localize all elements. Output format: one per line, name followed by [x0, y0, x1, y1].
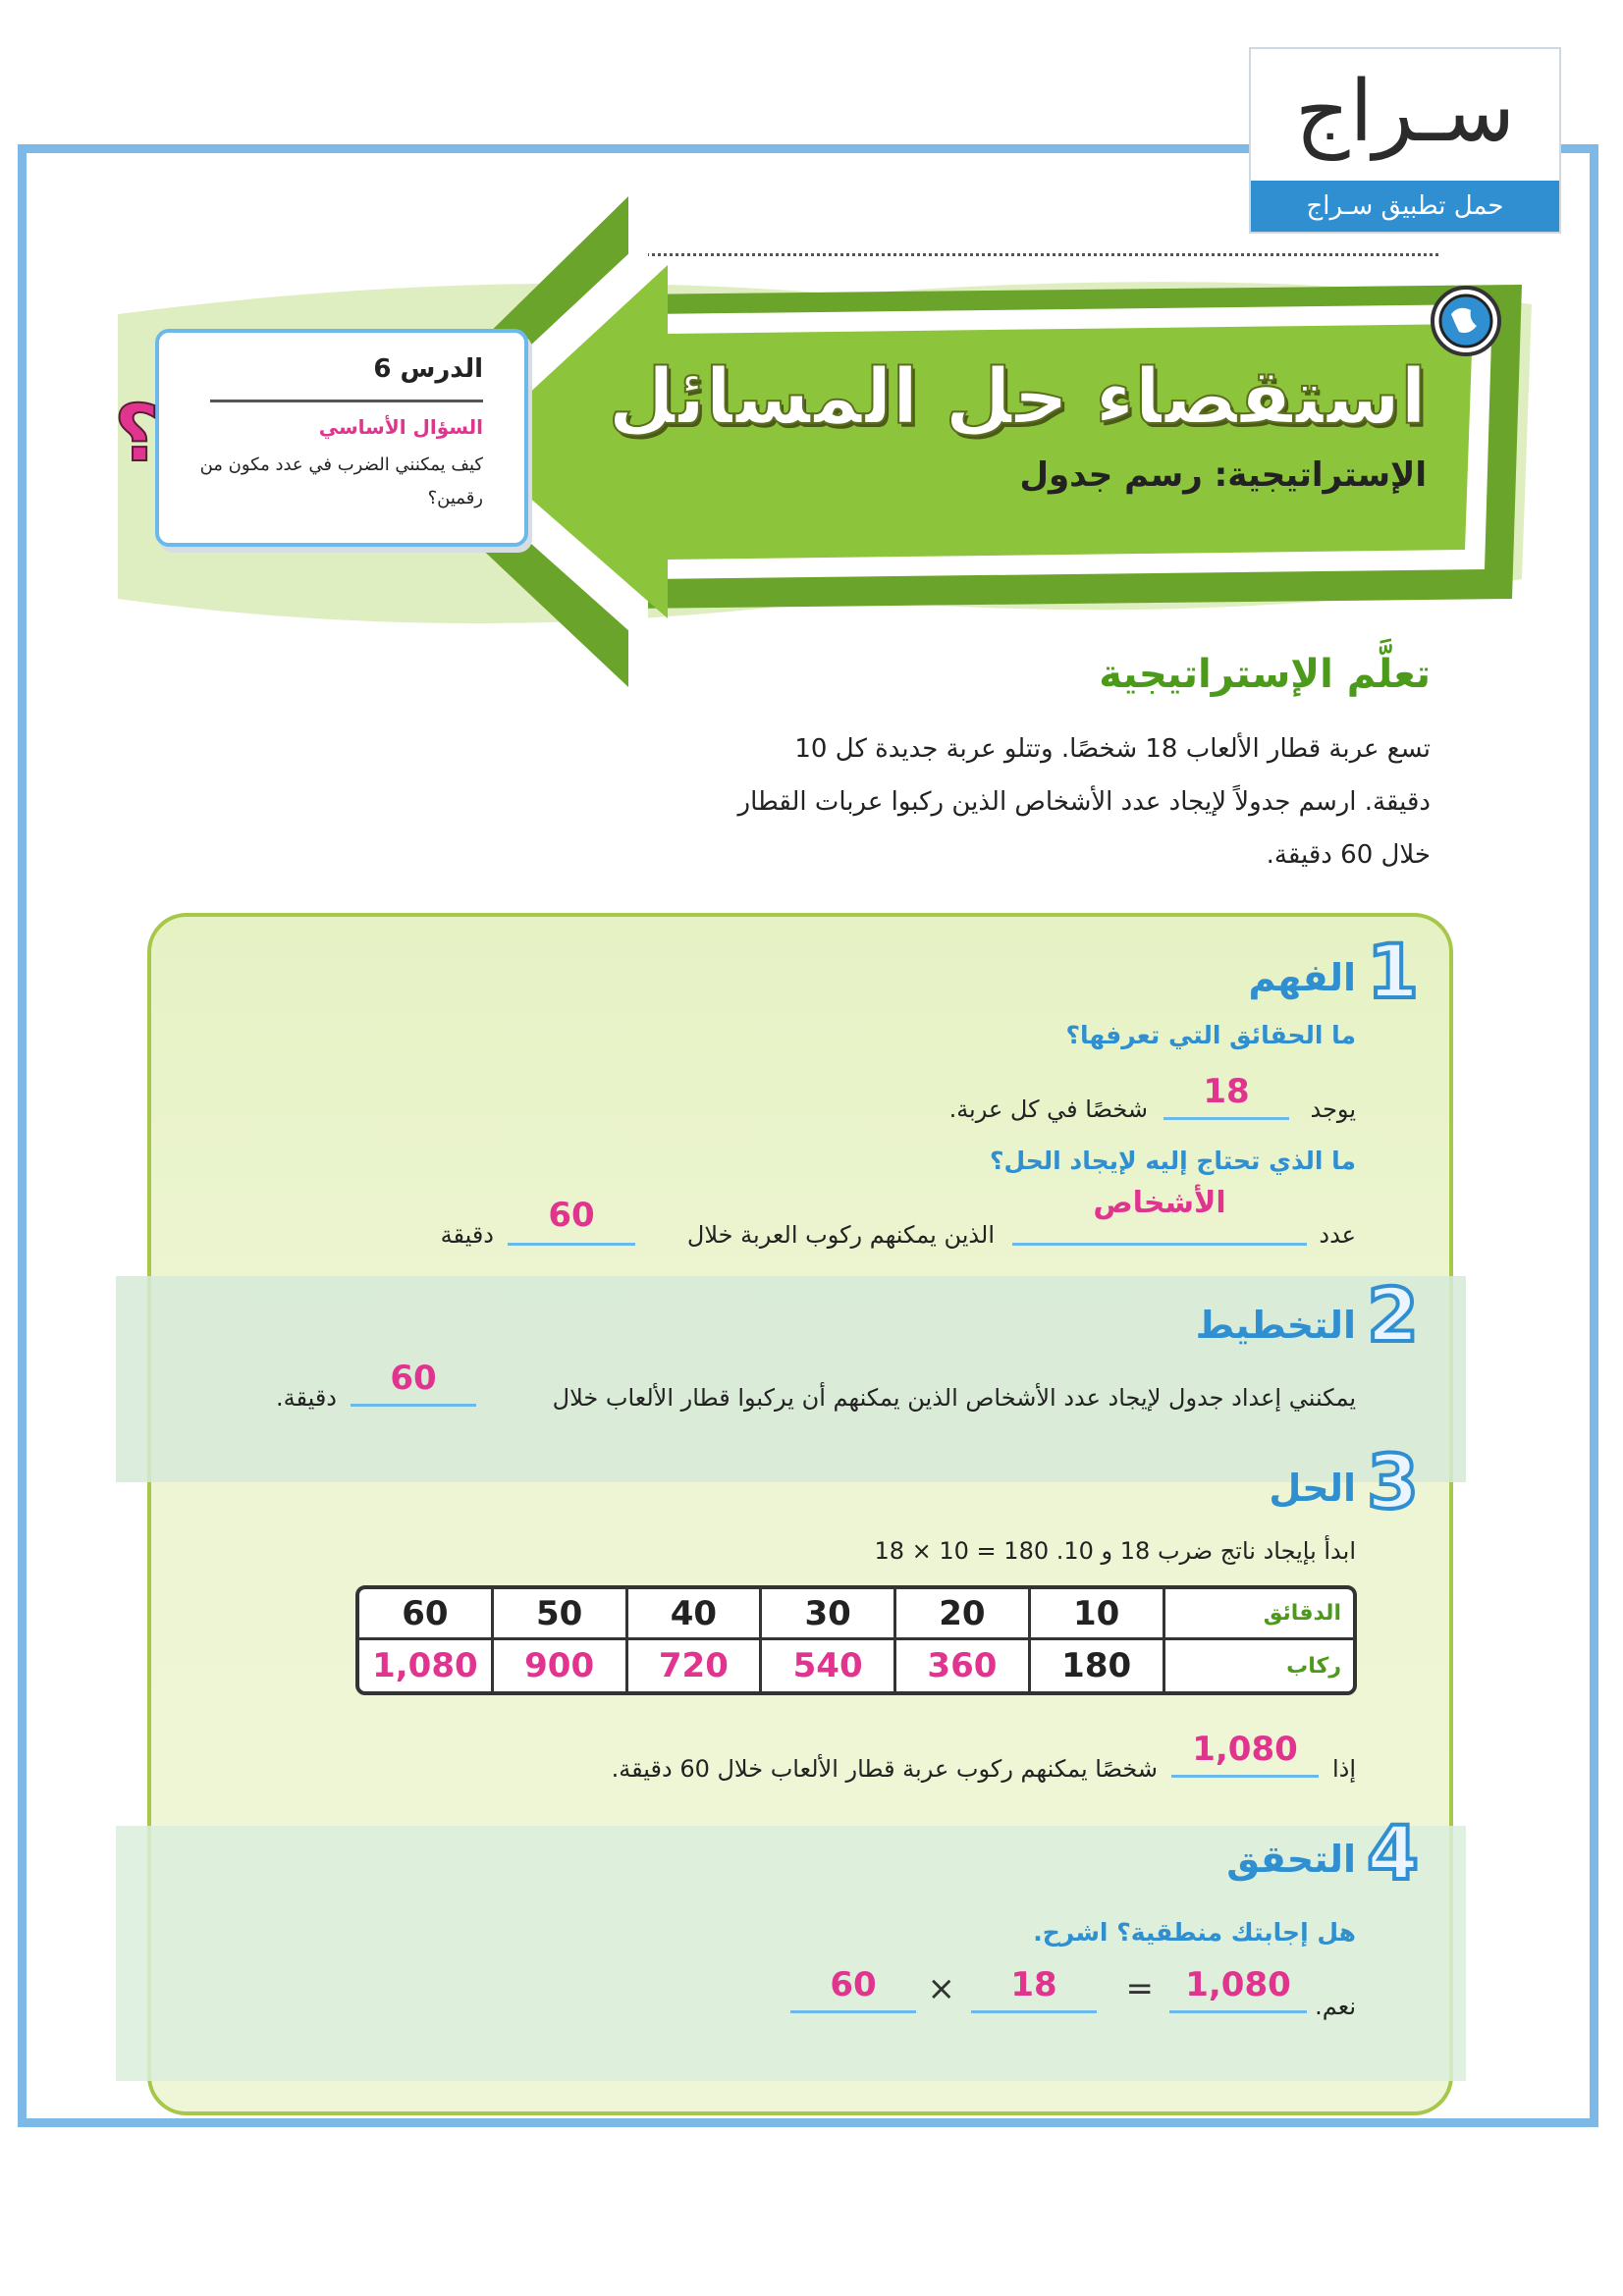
solve-intro: ابدأ بإيجاد ناتج ضرب 18 و 10. 180 = 10 × 18: [874, 1537, 1356, 1565]
minutes-cell: 40: [628, 1589, 763, 1640]
card-divider: [210, 400, 483, 402]
step-1-title: الفهم: [1248, 956, 1356, 999]
result-answer: 1,080: [1192, 1730, 1298, 1769]
need-after: دقيقة: [440, 1221, 494, 1249]
minutes-cell: 60: [359, 1589, 494, 1640]
lesson-number: الدرس 6: [373, 354, 483, 384]
step-4-title: التحقق: [1226, 1838, 1356, 1881]
fact-before: يوجد: [1310, 1095, 1356, 1123]
riders-cell[interactable]: 900: [494, 1640, 628, 1691]
solution-table: [355, 1585, 1357, 1695]
riders-cell[interactable]: 540: [762, 1640, 896, 1691]
riders-cell[interactable]: 360: [896, 1640, 1031, 1691]
globe-icon: [1430, 285, 1502, 357]
minutes-cell: 30: [762, 1589, 896, 1640]
step-3-title: الحل: [1269, 1467, 1356, 1510]
learn-strategy-heading: تعلَّم الإستراتيجية: [1099, 652, 1431, 697]
check-answer-a: 1,080: [1185, 1965, 1291, 2004]
step-3-number: 3: [1367, 1438, 1419, 1525]
essential-question-label: السؤال الأساسي: [318, 415, 483, 439]
lesson-card: [155, 329, 528, 547]
logo-tagline: حمل تطبيق سـراج: [1251, 181, 1559, 232]
check-answer-b: 18: [1010, 1965, 1057, 2004]
fact-after: شخصًا في كل عربة.: [948, 1095, 1148, 1123]
check-answer-c: 60: [830, 1965, 877, 2004]
plan-after: دقيقة.: [275, 1384, 337, 1412]
step-1-question-2: ما الذي تحتاج إليه لإيجاد الحل؟: [989, 1147, 1356, 1175]
riders-cell: 180: [1031, 1640, 1165, 1691]
essential-question-text: كيف يمكنني الضرب في عدد مكون من رقمين؟: [199, 454, 483, 508]
fact-answer: 18: [1203, 1072, 1250, 1111]
riders-cell[interactable]: 720: [628, 1640, 763, 1691]
step-1-question-1: ما الحقائق التي تعرفها؟: [1065, 1021, 1356, 1049]
result-before: إذا: [1331, 1755, 1356, 1783]
step-1-number: 1: [1367, 928, 1419, 1015]
riders-cell[interactable]: 1,080: [359, 1640, 494, 1691]
minutes-cell: 50: [494, 1589, 628, 1640]
check-question: هل إجابتك منطقية؟ اشرح.: [1033, 1918, 1356, 1947]
need-middle: الذين يمكنهم ركوب العربة خلال: [686, 1221, 995, 1249]
times-sign: ×: [927, 1969, 955, 2008]
check-yes: نعم.: [1315, 1993, 1356, 2020]
logo-wordmark: سـراج: [1294, 63, 1516, 161]
need-answer-1: الأشخاص: [1093, 1186, 1226, 1220]
minutes-cell: 10: [1031, 1589, 1165, 1640]
step-2-number: 2: [1367, 1271, 1419, 1359]
riders-row-label: ركاب: [1286, 1653, 1341, 1679]
plan-text: يمكنني إعداد جدول لإيجاد عدد الأشخاص الذين يمكنهم أن يركبوا قطار الألعاب خلال: [552, 1384, 1356, 1412]
plan-answer: 60: [390, 1359, 437, 1398]
equals-sign: =: [1125, 1969, 1154, 2008]
need-answer-2: 60: [548, 1196, 595, 1235]
strategy-subtitle: الإستراتيجية: رسم جدول: [1019, 455, 1427, 495]
learn-strategy-problem: تسع عربة قطار الألعاب 18 شخصًا. وتتلو عربة جديدة كل 10 دقيقة. ارسم جدولاً لإيجاد عدد الأشخاص الذين ركبوا عربات القطار خلال 60 دقيقة.: [737, 734, 1431, 870]
page-title: استقصاء حل المسائل: [608, 353, 1427, 442]
question-mark-icon: ؟: [114, 388, 160, 479]
minutes-row-label: الدقائق: [1165, 1589, 1353, 1640]
result-after: شخصًا يمكنهم ركوب عربة قطار الألعاب خلال 60 دقيقة.: [611, 1755, 1158, 1783]
step-4-number: 4: [1367, 1809, 1419, 1896]
need-before: عدد: [1319, 1221, 1356, 1249]
minutes-cell: 20: [896, 1589, 1031, 1640]
step-2-title: التخطيط: [1195, 1304, 1356, 1347]
